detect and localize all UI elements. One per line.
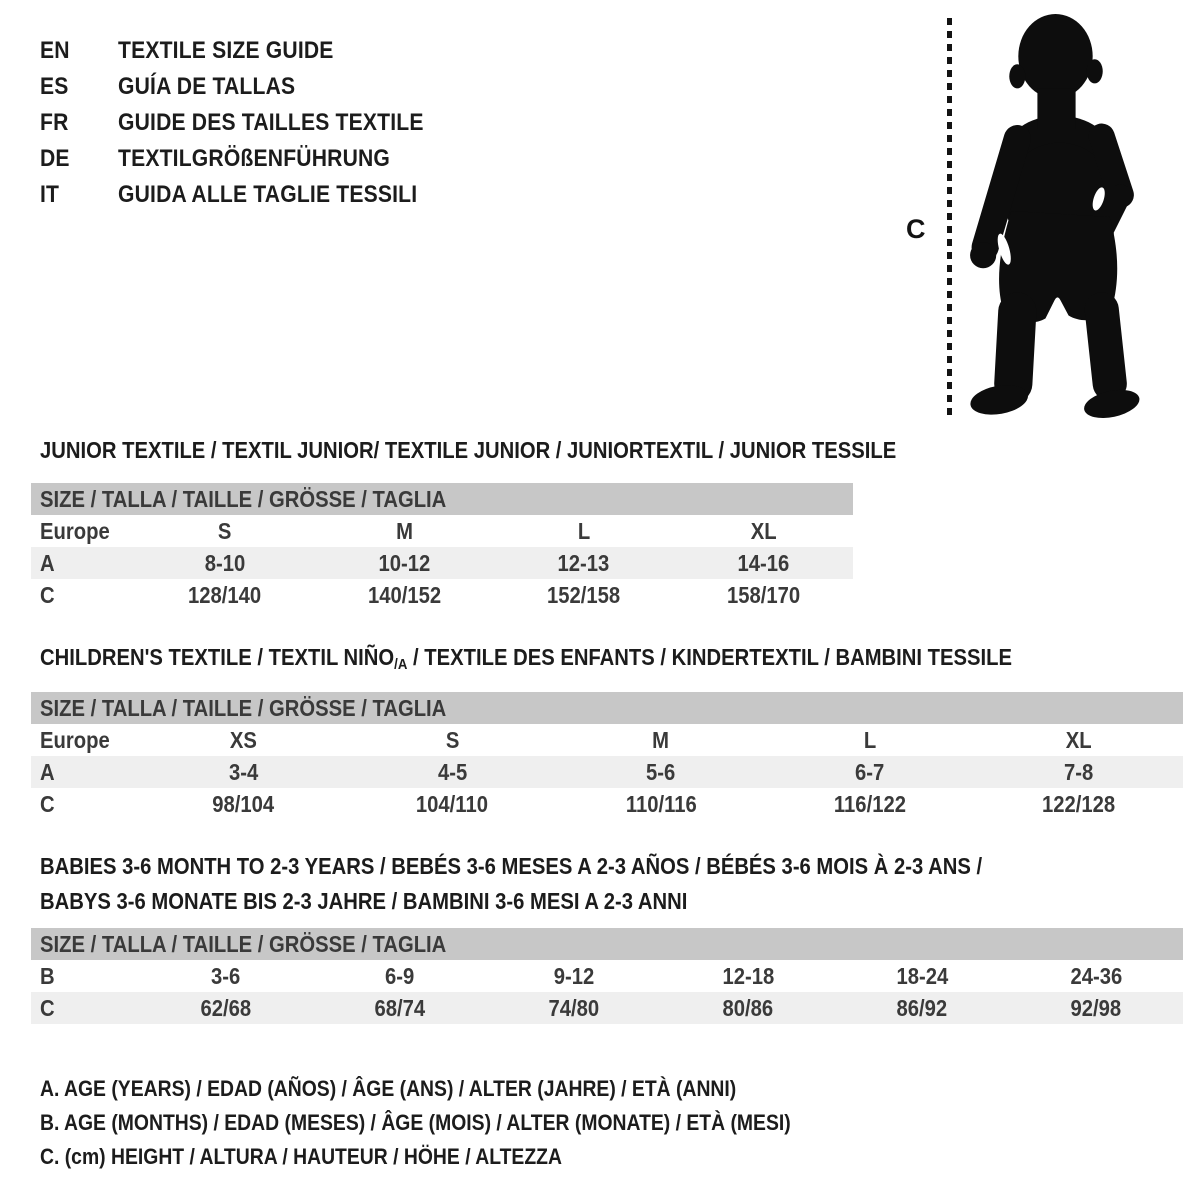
height-value: 86/92 (896, 994, 948, 1021)
table-row-age-years (31, 756, 1183, 788)
table-row-europe (31, 724, 1183, 756)
age-value: 9-12 (553, 962, 595, 989)
table-row-height-cm (31, 579, 853, 611)
age-value: 10-12 (378, 549, 431, 576)
row-label: Europe (40, 517, 110, 544)
size-value: M (652, 726, 670, 753)
age-value: 7-8 (1063, 758, 1094, 785)
height-value: 68/74 (374, 994, 426, 1021)
legend (40, 1072, 893, 1174)
age-value: 6-9 (385, 962, 415, 989)
language-row-en (40, 33, 465, 69)
table-row-europe (31, 515, 853, 547)
legend-item-c: C. (cm) HEIGHT / ALTURA / HAUTEUR / HÖHE / ALTEZZA (40, 1144, 562, 1169)
size-value: L (577, 517, 590, 544)
language-code: DE (40, 145, 70, 172)
height-value: 104/110 (416, 790, 489, 817)
height-value: 128/140 (188, 581, 262, 608)
legend-item-b: B. AGE (MONTHS) / EDAD (MESES) / ÂGE (MOIS) / ALTER (MONATE) / ETÀ (MESI) (40, 1110, 791, 1135)
height-measure-label: C (906, 214, 926, 244)
size-header-label: SIZE / TALLA / TAILLE / GRÖSSE / TAGLIA (40, 694, 447, 721)
size-header-label: SIZE / TALLA / TAILLE / GRÖSSE / TAGLIA (40, 930, 447, 957)
table-row-age-months (31, 960, 1183, 992)
size-value: S (445, 726, 459, 753)
row-label: C (40, 994, 55, 1021)
language-row-fr (40, 105, 465, 141)
height-value: 152/158 (547, 581, 621, 608)
language-header (40, 33, 465, 213)
row-label: C (40, 790, 55, 817)
row-label: A (40, 758, 55, 785)
section-title-junior: JUNIOR TEXTILE / TEXTIL JUNIOR/ TEXTILE JUNIOR / JUNIORTEXTIL / JUNIOR TESSILE (40, 437, 897, 463)
height-value: 80/86 (722, 994, 774, 1021)
age-value: 12-18 (722, 962, 774, 989)
age-value: 5-6 (646, 758, 676, 785)
size-value: S (217, 517, 232, 544)
section-title-children: CHILDREN'S TEXTILE / TEXTIL NIÑO/A / TEXTILE DES ENFANTS / KINDERTEXTIL / BAMBINI TESSILE (40, 644, 1013, 673)
size-value: XL (750, 517, 777, 544)
size-value: XL (1065, 726, 1092, 753)
size-value: XS (229, 726, 257, 753)
height-value: 110/116 (625, 790, 697, 817)
nino-a-subscript: /A (394, 656, 408, 673)
age-value: 8-10 (204, 549, 246, 576)
height-value: 92/98 (1070, 994, 1122, 1021)
language-code: FR (40, 109, 69, 136)
age-value: 14-16 (737, 549, 790, 576)
baby-silhouette (963, 10, 1149, 422)
height-value: 140/152 (367, 581, 441, 608)
age-value: 12-13 (557, 549, 610, 576)
guide-title-fr: GUIDE DES TAILLES TEXTILE (118, 109, 424, 136)
age-value: 6-7 (855, 758, 885, 785)
size-header-bar (31, 692, 1183, 724)
row-label: B (40, 962, 55, 989)
size-header-label: SIZE / TALLA / TAILLE / GRÖSSE / TAGLIA (40, 485, 447, 512)
guide-title-en: TEXTILE SIZE GUIDE (118, 37, 334, 64)
height-measure-dashed-line (947, 18, 952, 416)
age-value: 18-24 (896, 962, 948, 989)
language-row-es (40, 69, 465, 105)
height-value: 122/128 (1042, 790, 1116, 817)
height-value: 62/68 (200, 994, 252, 1021)
junior-size-table (31, 483, 853, 611)
table-row-height-cm (31, 992, 1183, 1024)
age-value: 4-5 (437, 758, 467, 785)
language-code: IT (40, 181, 60, 208)
height-value: 116/122 (833, 790, 906, 817)
language-row-de (40, 141, 465, 177)
age-value: 3-6 (211, 962, 241, 989)
children-size-table (31, 692, 1183, 820)
section-title-babies: BABIES 3-6 MONTH TO 2-3 YEARS / BEBÉS 3-6 MESES A 2-3 AÑOS / BÉBÉS 3-6 MOIS À 2-3 ANS / BABYS 3-6 MONATE BIS 2-3 JAHRE / BAMBINI 3-6 MESI A 2-3 ANNI (40, 853, 983, 914)
row-label: Europe (40, 726, 110, 753)
size-value: L (863, 726, 876, 753)
row-label: C (40, 581, 55, 608)
age-value: 3-4 (228, 758, 259, 785)
age-value: 24-36 (1070, 962, 1122, 989)
language-code: ES (40, 73, 69, 100)
language-row-it (40, 177, 465, 213)
table-row-age-years (31, 547, 853, 579)
size-header-bar (31, 483, 853, 515)
row-label: A (40, 549, 55, 576)
legend-item-a: A. AGE (YEARS) / EDAD (AÑOS) / ÂGE (ANS) / ALTER (JAHRE) / ETÀ (ANNI) (40, 1076, 737, 1101)
guide-title-de: TEXTILGRÖßENFÜHRUNG (118, 145, 391, 172)
height-value: 74/80 (548, 994, 600, 1021)
size-value: M (395, 517, 413, 544)
height-value: 98/104 (212, 790, 275, 817)
language-code: EN (40, 37, 70, 64)
babies-size-table (31, 928, 1183, 1024)
guide-title-es: GUÍA DE TALLAS (118, 73, 296, 100)
height-value: 158/170 (726, 581, 800, 608)
guide-title-it: GUIDA ALLE TAGLIE TESSILI (118, 181, 418, 208)
size-header-bar (31, 928, 1183, 960)
table-row-height-cm (31, 788, 1183, 820)
